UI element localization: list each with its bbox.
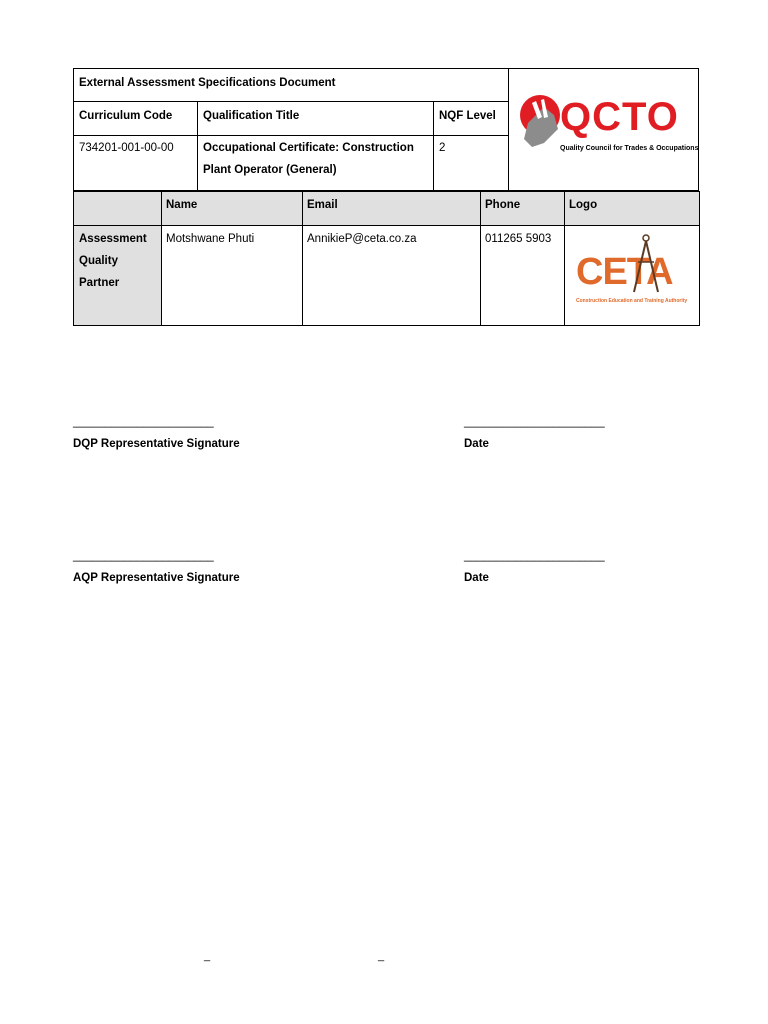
divider xyxy=(74,135,508,136)
ceta-logo xyxy=(574,232,692,312)
row-label: Assessment Quality Partner xyxy=(79,233,147,289)
dqp-date-line: ______________________ xyxy=(464,416,605,428)
partner-phone: 011265 5903 xyxy=(485,233,552,245)
header-table xyxy=(73,68,699,191)
footer-mark-right: _ xyxy=(378,950,385,962)
divider xyxy=(161,192,162,325)
footer-mark-left: _ xyxy=(204,950,211,962)
column-header-email: Email xyxy=(307,199,338,211)
qcto-logo-text: QCTO xyxy=(560,95,679,139)
aqp-date-line: ______________________ xyxy=(464,550,605,562)
divider xyxy=(480,192,481,325)
divider xyxy=(433,101,434,190)
dqp-signature-line: ______________________ xyxy=(73,416,214,428)
nqf-level-label: NQF Level xyxy=(439,110,496,122)
aqp-signature-line: ______________________ xyxy=(73,550,214,562)
nqf-level-value: 2 xyxy=(439,142,446,154)
dqp-signature-label: DQP Representative Signature xyxy=(73,438,240,450)
qualification-title-label: Qualification Title xyxy=(203,110,300,122)
column-header-name: Name xyxy=(166,199,198,211)
divider xyxy=(197,101,198,190)
partner-table xyxy=(73,191,700,326)
dqp-date-label: Date xyxy=(464,438,489,450)
divider xyxy=(564,192,565,325)
ceta-logo-tagline: Construction Education and Training Authority xyxy=(576,298,688,304)
qcto-logo-tagline: Quality Council for Trades & Occupations xyxy=(560,145,699,152)
partner-email: AnnikieP@ceta.co.za xyxy=(307,233,417,245)
curriculum-code-value: 734201-001-00-00 xyxy=(79,142,174,154)
qualification-title-value: Occupational Certificate: Construction Plant Operator (General) xyxy=(203,142,414,176)
aqp-signature-label: AQP Representative Signature xyxy=(73,572,240,584)
column-header-logo: Logo xyxy=(569,199,598,211)
divider xyxy=(74,101,508,102)
divider xyxy=(74,225,699,226)
divider xyxy=(508,69,509,190)
aqp-date-label: Date xyxy=(464,572,489,584)
document-title: External Assessment Specifications Document xyxy=(79,77,336,89)
compass-icon xyxy=(626,232,666,296)
curriculum-code-label: Curriculum Code xyxy=(79,110,173,122)
qcto-logo xyxy=(514,87,699,177)
column-header-phone: Phone xyxy=(485,199,521,211)
ceta-logo-text: CETA xyxy=(576,251,673,293)
partner-name: Motshwane Phuti xyxy=(166,233,255,245)
divider xyxy=(302,192,303,325)
